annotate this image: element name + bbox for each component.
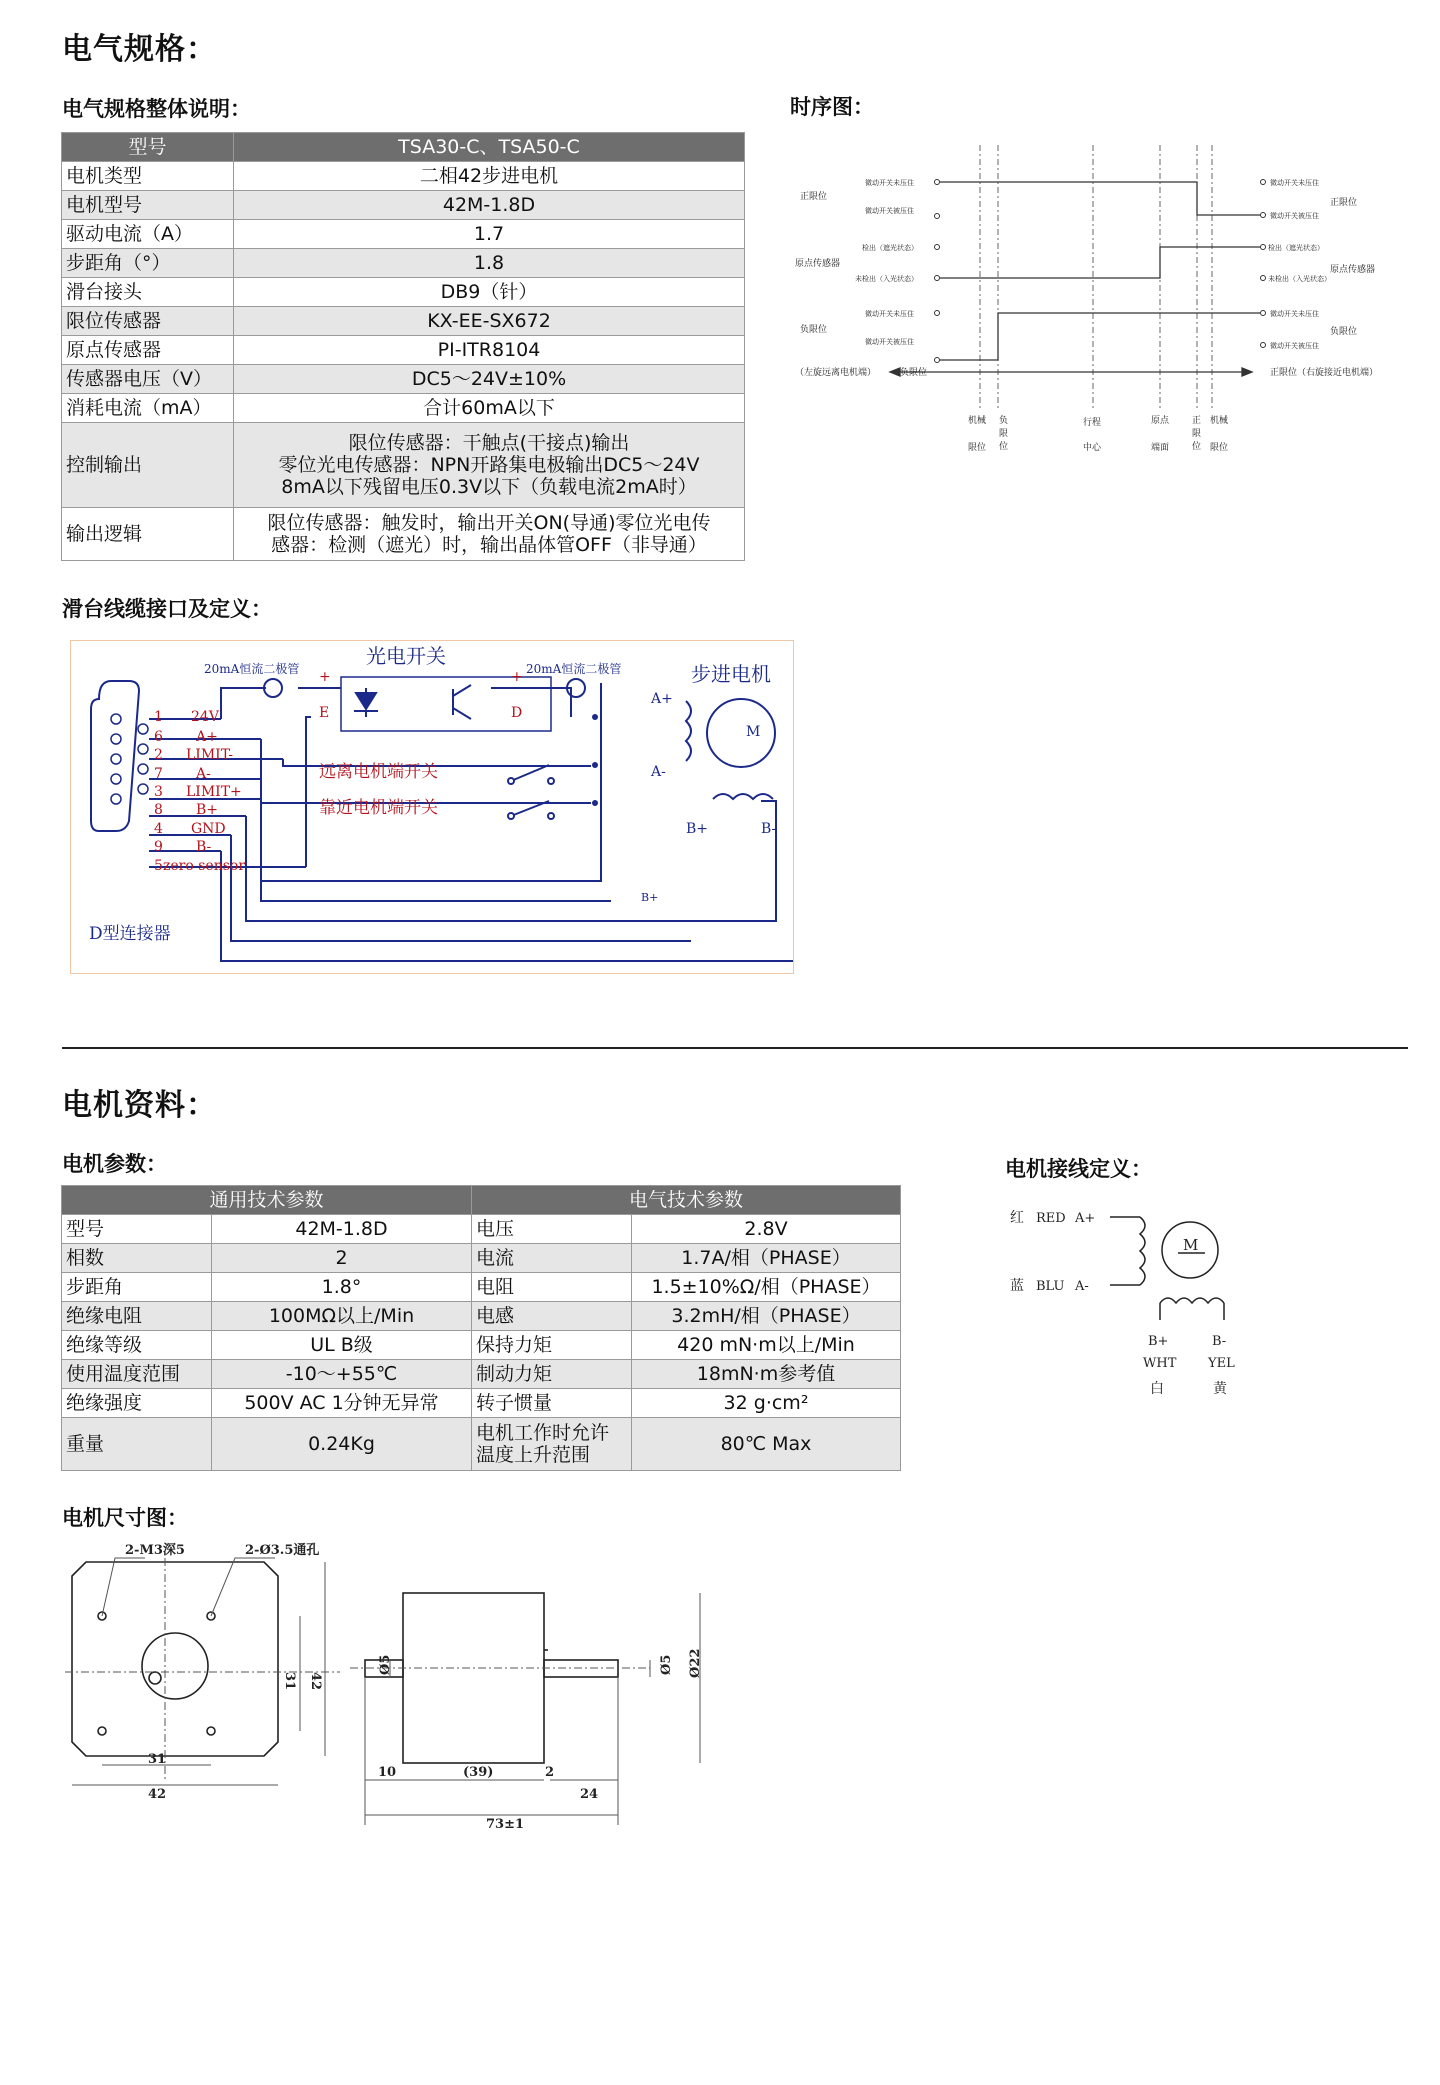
arrow-right-icon	[1242, 368, 1252, 376]
logic-line: 感器：检测（遮光）时，输出晶体管OFF（非导通）	[271, 534, 707, 556]
motor-m: M	[746, 724, 761, 740]
boss-circle	[142, 1633, 208, 1699]
param-label: 电感	[472, 1302, 632, 1331]
plus-right: +	[511, 669, 523, 685]
pin-name: zero sensor	[163, 858, 246, 874]
dim-31v: 31	[282, 1672, 297, 1691]
section-title-motor: 电机资料：	[62, 1088, 217, 1123]
hole2-label: 2-Ø3.5通孔	[245, 1543, 320, 1558]
spec-label: 驱动电流（A）	[62, 220, 234, 249]
param-label: 转子惯量	[472, 1389, 632, 1418]
spec-label: 限位传感器	[62, 307, 234, 336]
state-label: 微动开关被压住	[1270, 212, 1319, 220]
header-electrical: 电气技术参数	[472, 1186, 901, 1215]
pin-number: 2	[154, 747, 163, 763]
table-row	[62, 336, 745, 365]
color-blue: 蓝	[1010, 1278, 1024, 1294]
table-row	[62, 1389, 901, 1418]
yel: YEL	[1208, 1356, 1235, 1371]
temp-rise-value: 80℃ Max	[632, 1418, 901, 1471]
dim-39: (39)	[463, 1765, 494, 1780]
logic-line: 限位传感器：触发时，输出开关ON(导通)零位光电传	[267, 512, 711, 534]
param-label: 步距角	[62, 1273, 212, 1302]
param-label: 绝缘等级	[62, 1331, 212, 1360]
param-label: 电压	[472, 1215, 632, 1244]
bottom-label: 限位	[968, 443, 987, 453]
timing-title: 时序图：	[790, 95, 874, 119]
wiring-def-title: 电机接线定义：	[1005, 1157, 1152, 1181]
a-minus: A-	[1075, 1279, 1089, 1294]
spec-header-value: TSA30-C、TSA50-C	[234, 133, 745, 162]
state-label: 检出（遮光状态）	[1268, 244, 1324, 252]
header-general: 通用技术参数	[62, 1186, 472, 1215]
dim-42h: 42	[148, 1787, 167, 1802]
hole1-label: 2-M3深5	[125, 1543, 185, 1558]
spec-value: 二相42步进电机	[234, 162, 745, 191]
motor-body	[403, 1593, 544, 1763]
pin-number: 1	[154, 709, 163, 725]
spec-label: 原点传感器	[62, 336, 234, 365]
temp-rise-label	[472, 1418, 632, 1471]
spec-value: PI-ITR8104	[234, 336, 745, 365]
pin-number: 3	[154, 784, 163, 800]
table-row	[62, 1215, 901, 1244]
near-switch-label: 靠近电机端开关	[319, 798, 438, 818]
param-value: 1.7A/相（PHASE）	[632, 1244, 901, 1273]
b-label-placeholder: B+	[641, 891, 659, 904]
timing-right-pos-limit: 正限位	[1330, 198, 1358, 208]
spec-value: KX-EE-SX672	[234, 307, 745, 336]
state-label: 未检出（入光状态）	[855, 275, 918, 283]
spec-label: 传感器电压（V）	[62, 365, 234, 394]
pin-number: 6	[154, 729, 163, 745]
table-row	[62, 1302, 901, 1331]
pin-number: 5	[154, 858, 163, 874]
spec-label: 滑台接头	[62, 278, 234, 307]
diode-left-label: 20mA恒流二极管	[204, 662, 300, 676]
section-divider	[62, 1047, 1408, 1049]
spec-header	[62, 133, 745, 162]
stepper-label: 步进电机	[691, 662, 771, 686]
dimension-drawing	[60, 1540, 740, 1840]
color-red-en: RED	[1036, 1211, 1066, 1226]
table-row	[62, 1244, 901, 1273]
dim-title: 电机尺寸图：	[62, 1506, 188, 1530]
spec-value: 合计60mA以下	[234, 394, 745, 423]
photo-switch-label: 光电开关	[366, 644, 446, 668]
motor-header	[62, 1186, 901, 1215]
param-label: 型号	[62, 1215, 212, 1244]
bottom-label: 位	[1192, 442, 1202, 452]
d-label: D	[511, 705, 523, 721]
spec-label: 步距角（°）	[62, 249, 234, 278]
state-label: 微动开关未压住	[865, 179, 914, 187]
pin-number: 8	[154, 802, 163, 818]
overview-title: 电气规格整体说明：	[62, 97, 251, 121]
state-label: 微动开关被压住	[865, 207, 914, 215]
pin-name: LIMIT+	[186, 784, 242, 800]
pin-name: B-	[196, 839, 212, 855]
bottom-label: 端面	[1151, 443, 1170, 453]
param-label: 使用温度范围	[62, 1360, 212, 1389]
spec-label: 消耗电流（mA）	[62, 394, 234, 423]
state-label: 微动开关未压住	[865, 310, 914, 318]
pin-name: A+	[196, 729, 218, 745]
param-label: 制动力矩	[472, 1360, 632, 1389]
table-row	[62, 1418, 901, 1471]
diode-right-label: 20mA恒流二极管	[526, 662, 622, 676]
far-switch-label: 远离电机端开关	[319, 762, 438, 782]
control-line: 零位光电传感器：NPN开路集电极输出DC5～24V	[278, 454, 700, 476]
param-label: 保持力矩	[472, 1331, 632, 1360]
bottom-label: 机械	[1210, 416, 1229, 426]
table-row	[62, 394, 745, 423]
bottom-label: 中心	[1083, 443, 1102, 453]
pin-name: GND	[191, 821, 226, 837]
spec-table	[61, 132, 745, 561]
plus-left: +	[319, 669, 331, 685]
color-yellow: 黄	[1213, 1381, 1227, 1397]
wiring-diagram	[70, 640, 794, 974]
spec-value: 1.8	[234, 249, 745, 278]
table-row	[62, 220, 745, 249]
param-label: 绝缘强度	[62, 1389, 212, 1418]
pin-name: B+	[196, 802, 219, 818]
output-logic-label: 输出逻辑	[62, 508, 234, 561]
a-plus-label: A+	[651, 691, 673, 707]
table-row	[62, 1331, 901, 1360]
pin-number: 7	[154, 766, 163, 782]
a-minus-label: A-	[651, 764, 666, 780]
table-row	[62, 1273, 901, 1302]
state-label: 微动开关未压住	[1270, 179, 1319, 187]
table-row	[62, 1360, 901, 1389]
control-line: 8mA以下残留电压0.3V以下（负载电流2mA时）	[281, 476, 697, 498]
timing-neg-dir: 负限位	[900, 368, 928, 378]
param-label: 电流	[472, 1244, 632, 1273]
bottom-label: 限位	[1210, 443, 1229, 453]
pin-name: LIMIT-	[186, 747, 233, 763]
table-row	[62, 249, 745, 278]
spec-label: 电机型号	[62, 191, 234, 220]
param-value: 18mN·m参考值	[632, 1360, 901, 1389]
control-output-value	[234, 423, 745, 508]
motor-circle	[707, 699, 775, 767]
control-line: 限位传感器：干触点(干接点)输出	[348, 432, 630, 454]
a-plus: A+	[1075, 1211, 1096, 1226]
dim-73: 73±1	[486, 1817, 525, 1832]
param-value: 1.8°	[212, 1273, 472, 1302]
dim-phi22: Ø22	[688, 1648, 703, 1678]
motor-wiring-diagram	[1000, 1195, 1250, 1415]
dim-42v: 42	[308, 1672, 323, 1691]
spec-header-model: 型号	[62, 133, 234, 162]
color-blue-en: BLU	[1036, 1279, 1065, 1294]
param-label: 相数	[62, 1244, 212, 1273]
control-output-label: 控制输出	[62, 423, 234, 508]
e-label: E	[319, 705, 330, 721]
timing-right-neg-limit: 负限位	[1330, 327, 1358, 337]
param-value: 500V AC 1分钟无异常	[212, 1389, 472, 1418]
pin-number: 4	[154, 821, 163, 837]
dim-2: 2	[545, 1765, 555, 1780]
b-plus-label: B+	[686, 821, 709, 837]
state-label: 未检出（入光状态）	[1268, 275, 1331, 283]
param-value: 2.8V	[632, 1215, 901, 1244]
param-label: 电阻	[472, 1273, 632, 1302]
param-value: 420 mN·m以上/Min	[632, 1331, 901, 1360]
bottom-label: 限	[1192, 429, 1202, 439]
param-value: 2	[212, 1244, 472, 1273]
bottom-label: 正	[1192, 416, 1202, 426]
table-row	[62, 423, 745, 508]
weight-value: 0.24Kg	[212, 1418, 472, 1471]
diode-left-icon	[264, 679, 282, 697]
photo-switch-box	[341, 677, 551, 731]
table-row	[62, 278, 745, 307]
param-value: -10～+55℃	[212, 1360, 472, 1389]
bottom-label: 负	[999, 416, 1009, 426]
dim-24: 24	[580, 1787, 599, 1802]
param-value: 3.2mH/相（PHASE）	[632, 1302, 901, 1331]
color-red: 红	[1010, 1210, 1024, 1226]
wht: WHT	[1143, 1356, 1177, 1371]
pin-name: 24V	[191, 709, 219, 725]
dim-phi5a: Ø5	[378, 1654, 393, 1675]
bottom-label: 机械	[968, 416, 987, 426]
param-value: 100MΩ以上/Min	[212, 1302, 472, 1331]
param-value: 1.5±10%Ω/相（PHASE）	[632, 1273, 901, 1302]
motor-m: M	[1183, 1236, 1199, 1254]
table-row	[62, 191, 745, 220]
spec-value: 1.7	[234, 220, 745, 249]
table-row	[62, 508, 745, 561]
bottom-label: 原点	[1151, 416, 1170, 426]
param-value: UL B级	[212, 1331, 472, 1360]
arrow-left-icon	[890, 368, 900, 376]
section-title-electrical: 电气规格：	[62, 32, 217, 67]
bottom-label: 行程	[1083, 418, 1102, 428]
dim-10: 10	[378, 1765, 397, 1780]
output-logic-value	[234, 508, 745, 561]
table-row	[62, 162, 745, 191]
timing-right-origin: 原点传感器	[1330, 265, 1376, 275]
state-label: 检出（遮光状态）	[862, 244, 918, 252]
pin-name: A-	[196, 766, 211, 782]
timing-left-neg-limit: 负限位	[800, 325, 828, 335]
bottom-label: 限	[999, 429, 1009, 439]
param-value: 32 g·cm²	[632, 1389, 901, 1418]
connector-label: D型连接器	[89, 924, 171, 944]
timing-left-origin: 原点传感器	[795, 259, 841, 269]
timing-diagram	[790, 140, 1410, 460]
temp-rise-line: 电机工作时允许	[476, 1422, 610, 1444]
spec-value: DB9（针）	[234, 278, 745, 307]
params-title: 电机参数：	[62, 1152, 167, 1176]
cable-title: 滑台线缆接口及定义：	[62, 597, 272, 621]
b-minus: B-	[1212, 1334, 1227, 1349]
param-value: 42M-1.8D	[212, 1215, 472, 1244]
bottom-label: 位	[999, 442, 1009, 452]
weight-label: 重量	[62, 1418, 212, 1471]
spec-label: 电机类型	[62, 162, 234, 191]
temp-rise-line: 温度上升范围	[476, 1444, 591, 1466]
dim-phi5b: Ø5	[659, 1654, 674, 1675]
state-label: 微动开关被压住	[865, 338, 914, 346]
table-row	[62, 307, 745, 336]
state-label: 微动开关被压住	[1270, 342, 1319, 350]
b-minus-label: B-	[761, 821, 777, 837]
timing-pos-dir: 正限位（右旋接近电机端）	[1270, 368, 1379, 378]
timing-left-pos-limit: 正限位	[800, 192, 828, 202]
spec-value: 42M-1.8D	[234, 191, 745, 220]
pin-number: 9	[154, 839, 163, 855]
timing-left-dir: （左旋远离电机端）	[795, 368, 877, 378]
dim-31h: 31	[148, 1752, 167, 1767]
state-label: 微动开关未压住	[1270, 310, 1319, 318]
motor-table	[61, 1185, 901, 1471]
spec-value: DC5～24V±10%	[234, 365, 745, 394]
table-row	[62, 365, 745, 394]
param-label: 绝缘电阻	[62, 1302, 212, 1331]
b-plus: B+	[1148, 1334, 1169, 1349]
color-white: 白	[1150, 1381, 1164, 1397]
